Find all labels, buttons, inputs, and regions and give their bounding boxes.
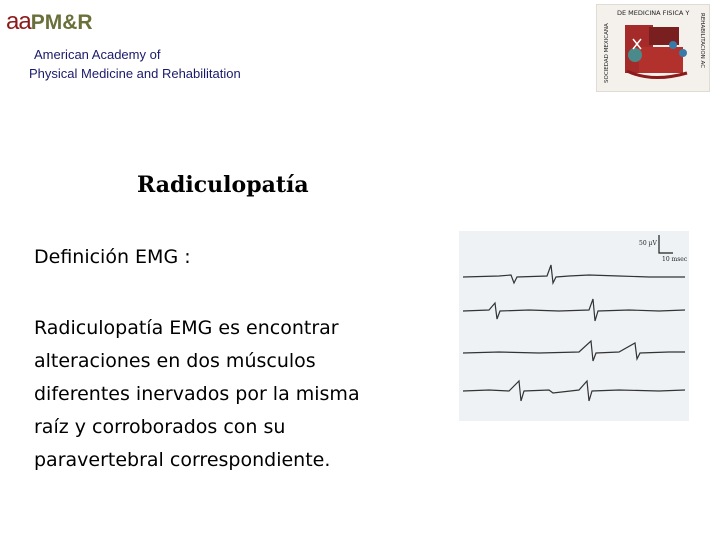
emg-scale-amplitude: 50 µV: [639, 240, 657, 247]
seal-arc-top: DE MEDICINA FISICA Y: [617, 9, 690, 17]
seal-arc-left: SOCIEDAD MEXICANA: [604, 23, 610, 83]
emg-trace-image: [459, 231, 689, 421]
org-name-line2: Physical Medicine and Rehabilitation: [29, 66, 241, 81]
logo-pmr-text: PM&R: [30, 11, 93, 34]
society-seal-logo: [596, 4, 710, 92]
seal-arc-right: REHABILITACION AC: [699, 13, 705, 69]
org-name-line1: American Academy of: [34, 47, 161, 62]
logo-aa-text: aa: [6, 8, 31, 35]
definition-heading: Definición EMG :: [34, 246, 191, 268]
definition-body: Radiculopatía EMG es encontrar alteraciones en dos músculos diferentes inervados por la misma raíz y corroborados con su paravertebral correspondiente.: [34, 317, 360, 471]
aapmr-logo: [6, 8, 93, 36]
seal-graphic: [597, 5, 709, 91]
emg-scale-time: 10 msec: [662, 256, 688, 263]
emg-traces: [459, 231, 689, 421]
slide-title: Radiculopatía: [137, 172, 309, 198]
